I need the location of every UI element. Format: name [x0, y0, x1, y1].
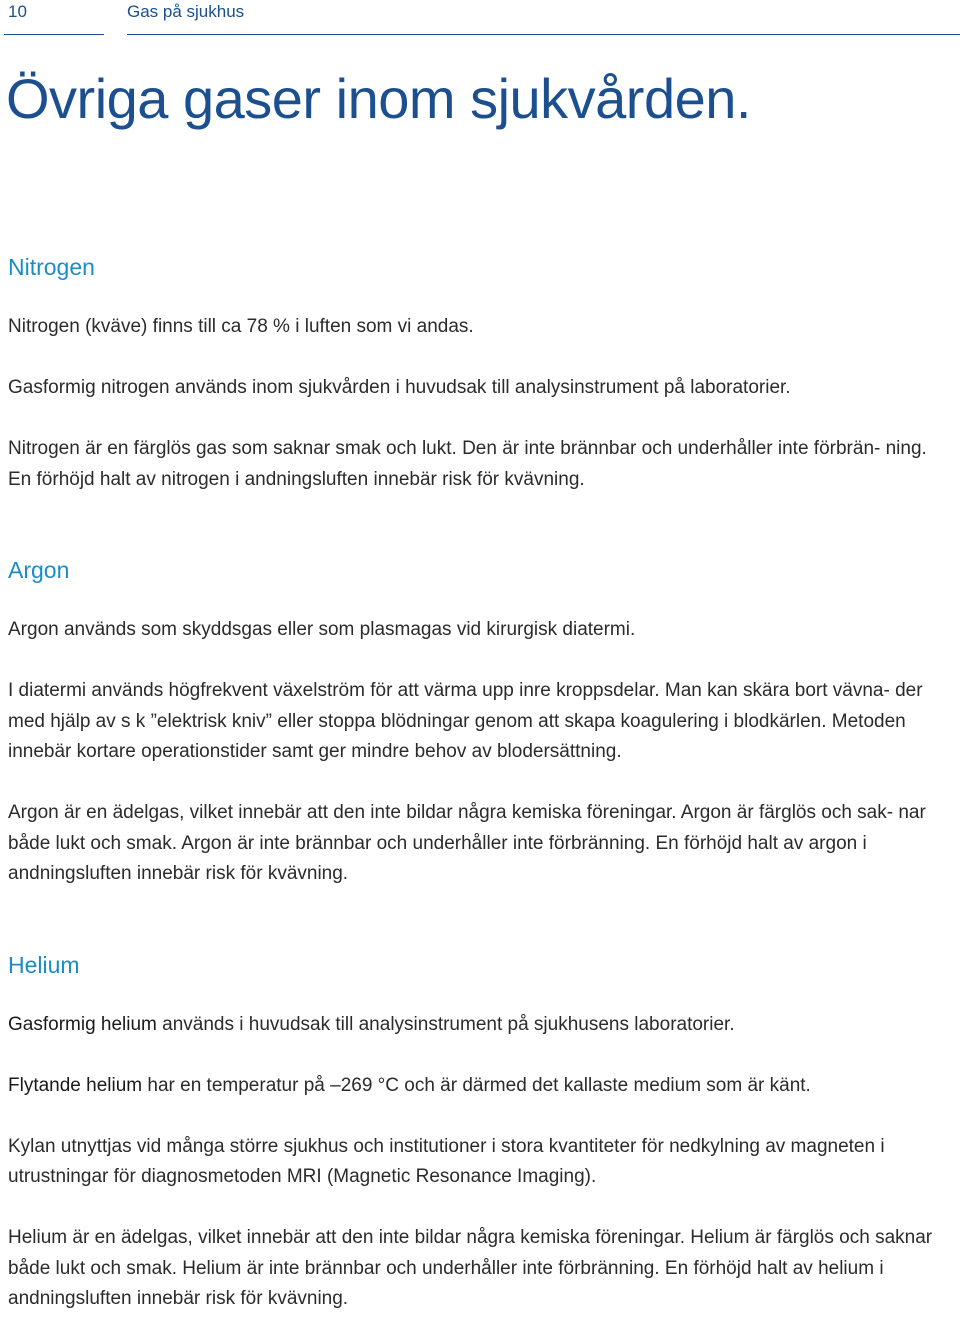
section-argon [8, 555, 952, 890]
paragraph [8, 1010, 952, 1041]
lead-phrase: Flytande helium [8, 1074, 143, 1096]
header-rule [127, 34, 960, 35]
section-nitrogen [8, 252, 952, 495]
paragraph: Helium är en ädelgas, vilket innebär att den inte bildar några kemiska föreningar. Helium är färglös och saknar både lukt och smak. Helium är inte brännbar och underhåller inte förbränning. En förhöjd halt av helium i andningsluften innebär risk för kvävning. [8, 1227, 933, 1309]
section-heading-argon: Argon [8, 557, 70, 583]
page-header [0, 0, 960, 36]
running-title: Gas på sjukhus [127, 2, 245, 21]
paragraph-text: har en temperatur på –269 °C och är därmed det kallaste medium som är känt. [142, 1074, 811, 1096]
paragraph: Argon används som skyddsgas eller som plasmagas vid kirurgisk diatermi. [8, 619, 636, 640]
paragraph: Argon är en ädelgas, vilket innebär att den inte bildar några kemiska föreningar. Argon är färglös och sak- nar både lukt och smak. Argon är inte brännbar och underhåller inte förbränning. En förhöjd halt av argon i andningsluften innebär risk för kvävning. [8, 802, 926, 884]
page-number: 10 [8, 2, 27, 21]
paragraph: Kylan utnyttjas vid många större sjukhus och institutioner i stora kvantiteter för nedkylning av magneten i utrustningar för diagnosmetoden MRI (Magnetic Resonance Imaging). [8, 1135, 885, 1187]
paragraph [8, 1071, 952, 1102]
paragraph: Nitrogen är en färglös gas som saknar smak och lukt. Den är inte brännbar och underhåller inte förbrän- ning. En förhöjd halt av nitrogen i andningsluften innebär risk för kvävning. [8, 438, 927, 490]
paragraph: Gasformig nitrogen används inom sjukvården i huvudsak till analysinstrument på laboratorier. [8, 377, 791, 398]
lead-phrase: Gasformig helium [8, 1013, 157, 1035]
section-heading-nitrogen: Nitrogen [8, 254, 95, 280]
page-content [8, 252, 952, 1315]
header-rule [4, 34, 104, 35]
paragraph-text: används i huvudsak till analysinstrument på sjukhusens laboratorier. [156, 1013, 735, 1035]
section-helium [8, 950, 952, 1315]
section-heading-helium: Helium [8, 951, 80, 978]
paragraph: Nitrogen (kväve) finns till ca 78 % i luften som vi andas. [8, 316, 474, 337]
page-title: Övriga gaser inom sjukvården. [6, 67, 751, 130]
paragraph: I diatermi används högfrekvent växelström för att värma upp inre kroppsdelar. Man kan skära bort vävna- der med hjälp av s k ”elektrisk kniv” eller stoppa blödningar genom att skapa koagulering i blodkärlen. Metoden innebär kortare operationstider samt ger mindre behov av blodersättning. [8, 680, 923, 762]
